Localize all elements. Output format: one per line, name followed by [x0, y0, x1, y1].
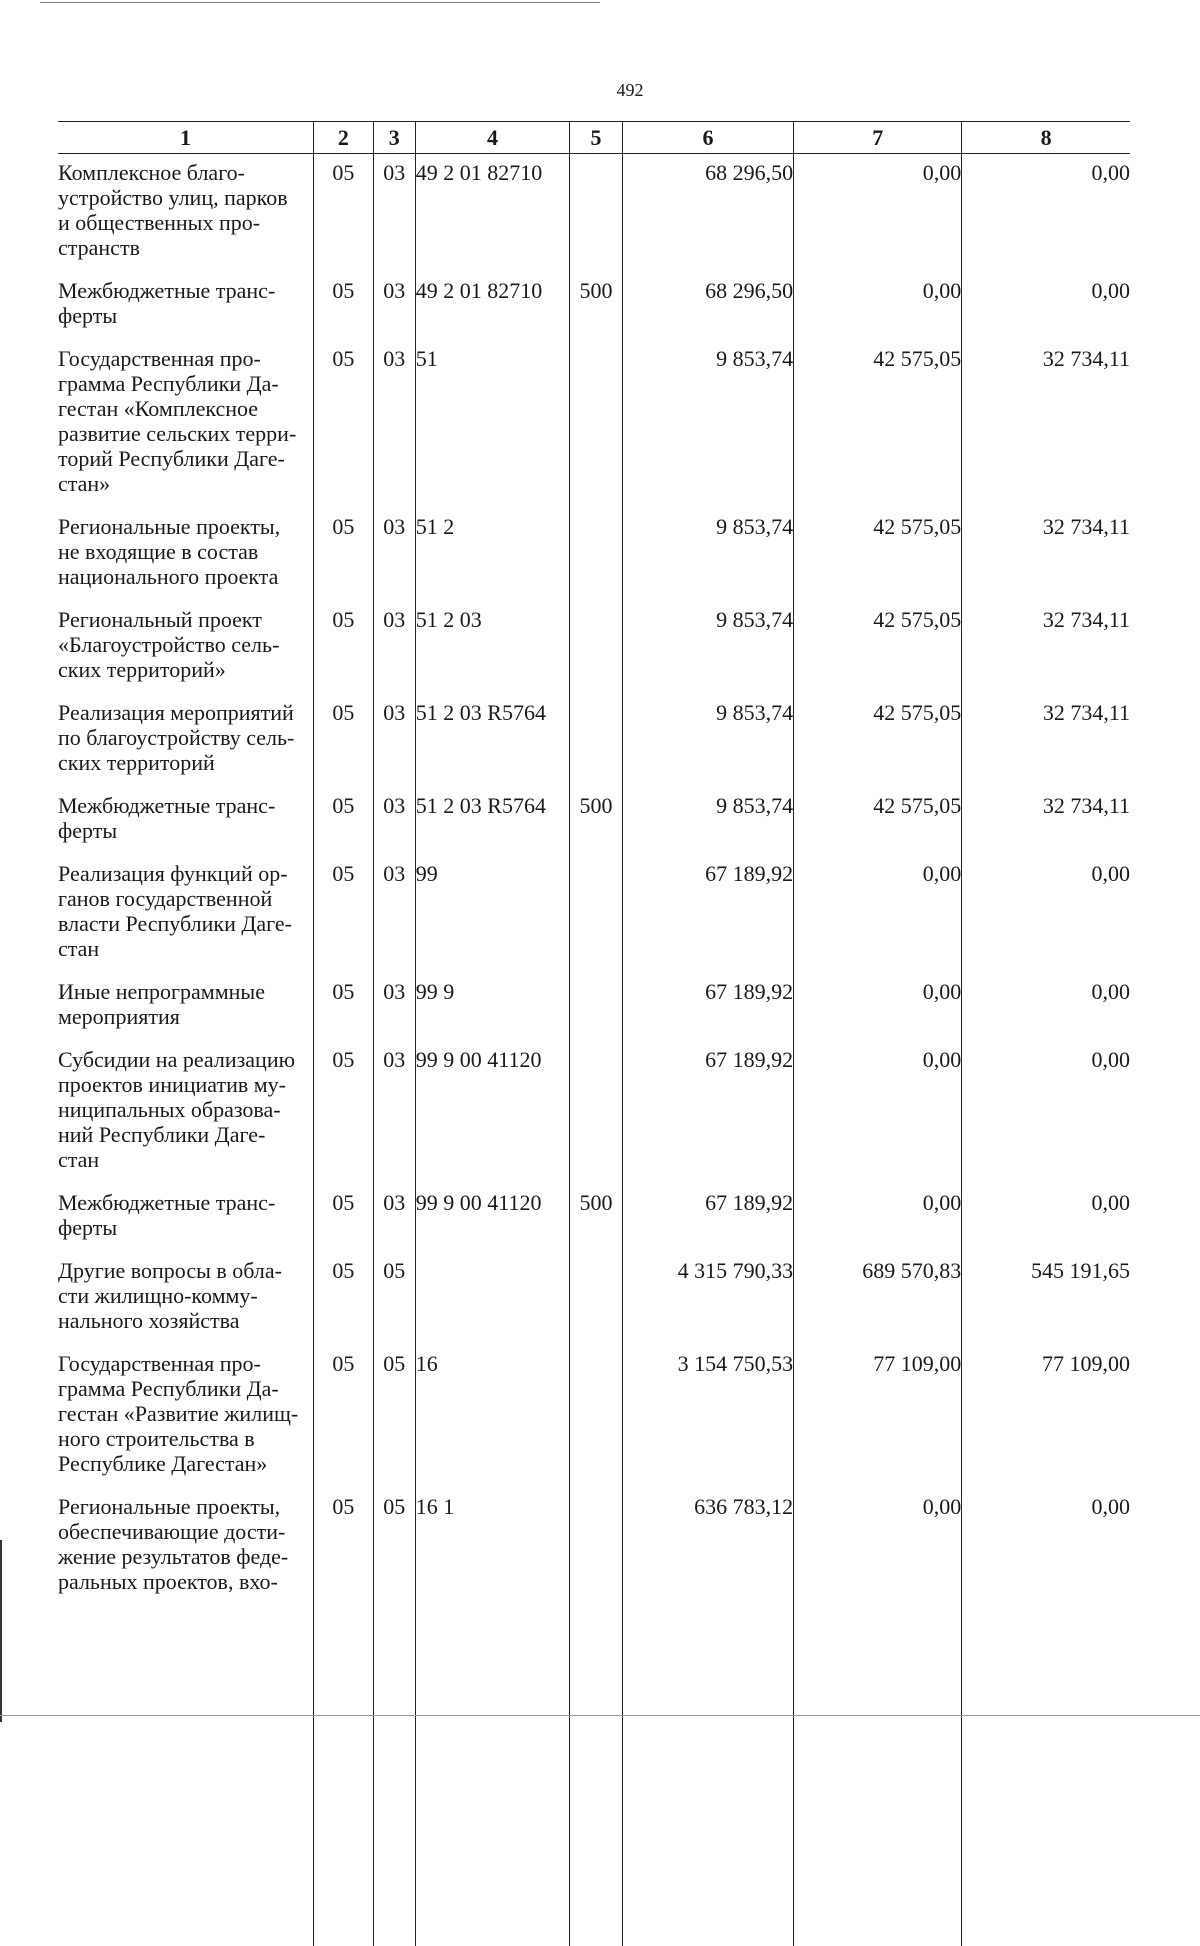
subsection-cell: 03 — [373, 154, 415, 273]
expense-type-cell: 500 — [570, 1184, 623, 1252]
amount-col7-cell: 42 575,05 — [794, 340, 962, 508]
row-name-line: Республике Дагестан» — [58, 1451, 313, 1476]
amount-col8-cell: 77 109,00 — [962, 1345, 1130, 1488]
row-name-line: Иные непрограммные — [58, 979, 313, 1004]
target-code-cell: 51 — [415, 340, 569, 508]
row-name-cell — [58, 1345, 313, 1488]
row-name-line: ских территорий — [58, 750, 313, 775]
row-name-line: ферты — [58, 1215, 313, 1240]
row-name-line: Другие вопросы в обла- — [58, 1258, 313, 1283]
column-header: 2 — [313, 122, 373, 154]
amount-col8-cell: 0,00 — [962, 1184, 1130, 1252]
subsection-cell: 03 — [373, 973, 415, 1041]
section-cell: 05 — [313, 1252, 373, 1345]
expense-type-cell — [570, 601, 623, 694]
row-name-line: Субсидии на реализацию — [58, 1047, 313, 1072]
row-name-line: ферты — [58, 818, 313, 843]
row-name-line: Региональный проект — [58, 607, 313, 632]
row-name-line: Реализация функций ор- — [58, 861, 313, 886]
row-name-line: грамма Республики Да- — [58, 371, 313, 396]
amount-col6-cell: 9 853,74 — [622, 601, 793, 694]
column-header: 8 — [962, 122, 1130, 154]
amount-col8-cell: 0,00 — [962, 855, 1130, 973]
target-code-cell: 51 2 03 — [415, 601, 569, 694]
amount-col7-cell: 0,00 — [794, 1488, 962, 1946]
target-code-cell: 49 2 01 82710 — [415, 272, 569, 340]
amount-col7-cell: 0,00 — [794, 154, 962, 273]
table-row — [58, 855, 1130, 973]
header-row — [58, 122, 1130, 154]
column-header: 7 — [794, 122, 962, 154]
expense-type-cell: 500 — [570, 787, 623, 855]
amount-col7-cell: 42 575,05 — [794, 694, 962, 787]
amount-col6-cell: 9 853,74 — [622, 787, 793, 855]
expense-type-cell: 500 — [570, 272, 623, 340]
target-code-cell: 99 9 00 41120 — [415, 1041, 569, 1184]
column-header: 3 — [373, 122, 415, 154]
target-code-cell: 51 2 — [415, 508, 569, 601]
row-name-line: гестан «Комплексное — [58, 396, 313, 421]
row-name-line: ральных проектов, вхо- — [58, 1569, 313, 1594]
row-name-line: нального хозяйства — [58, 1308, 313, 1333]
row-name-line: развитие сельских терри- — [58, 421, 313, 446]
table-row — [58, 340, 1130, 508]
amount-col7-cell: 42 575,05 — [794, 787, 962, 855]
budget-table — [58, 121, 1130, 1946]
row-name-line: стан» — [58, 471, 313, 496]
amount-col7-cell: 42 575,05 — [794, 508, 962, 601]
column-header: 4 — [415, 122, 569, 154]
amount-col8-cell: 0,00 — [962, 1488, 1130, 1946]
target-code-cell: 99 9 00 41120 — [415, 1184, 569, 1252]
row-name-line: стан — [58, 1147, 313, 1172]
column-header: 6 — [622, 122, 793, 154]
target-code-cell: 51 2 03 R5764 — [415, 694, 569, 787]
amount-col8-cell: 32 734,11 — [962, 694, 1130, 787]
expense-type-cell — [570, 340, 623, 508]
row-name-cell — [58, 1041, 313, 1184]
expense-type-cell — [570, 1041, 623, 1184]
table-row — [58, 973, 1130, 1041]
row-name-line: Межбюджетные транс- — [58, 793, 313, 818]
row-name-line: по благоустройству сель- — [58, 725, 313, 750]
target-code-cell: 16 1 — [415, 1488, 569, 1946]
row-name-line: Комплексное благо- — [58, 160, 313, 185]
table-row — [58, 272, 1130, 340]
subsection-cell: 03 — [373, 1184, 415, 1252]
section-cell: 05 — [313, 340, 373, 508]
target-code-cell: 51 2 03 R5764 — [415, 787, 569, 855]
amount-col6-cell: 67 189,92 — [622, 855, 793, 973]
row-name-line: устройство улиц, парков — [58, 185, 313, 210]
expense-type-cell — [570, 855, 623, 973]
row-name-line: ских территорий» — [58, 657, 313, 682]
target-code-cell — [415, 1252, 569, 1345]
amount-col6-cell: 9 853,74 — [622, 694, 793, 787]
row-name-cell — [58, 1252, 313, 1345]
table-row — [58, 694, 1130, 787]
scan-edge-line — [0, 1540, 2, 1722]
amount-col6-cell: 68 296,50 — [622, 154, 793, 273]
bottom-scan-rule — [0, 1715, 1200, 1716]
section-cell: 05 — [313, 1041, 373, 1184]
subsection-cell: 03 — [373, 787, 415, 855]
row-name-line: ного строительства в — [58, 1426, 313, 1451]
row-name-cell — [58, 787, 313, 855]
amount-col8-cell: 545 191,65 — [962, 1252, 1130, 1345]
amount-col7-cell: 0,00 — [794, 1184, 962, 1252]
row-name-line: обеспечивающие дости- — [58, 1519, 313, 1544]
row-name-line: торий Республики Даге- — [58, 446, 313, 471]
amount-col7-cell: 42 575,05 — [794, 601, 962, 694]
row-name-line: сти жилищно-комму- — [58, 1283, 313, 1308]
section-cell: 05 — [313, 1488, 373, 1946]
subsection-cell: 05 — [373, 1488, 415, 1946]
row-name-line: ганов государственной — [58, 886, 313, 911]
table-row — [58, 1041, 1130, 1184]
table-row — [58, 508, 1130, 601]
row-name-line: жение результатов феде- — [58, 1544, 313, 1569]
row-name-line: Региональные проекты, — [58, 514, 313, 539]
row-name-line: ний Республики Даге- — [58, 1122, 313, 1147]
amount-col6-cell: 68 296,50 — [622, 272, 793, 340]
row-name-cell — [58, 508, 313, 601]
row-name-cell — [58, 1488, 313, 1946]
row-name-line: национального проекта — [58, 564, 313, 589]
top-scan-rule — [40, 2, 600, 3]
subsection-cell: 03 — [373, 340, 415, 508]
expense-type-cell — [570, 508, 623, 601]
amount-col6-cell: 9 853,74 — [622, 508, 793, 601]
row-name-cell — [58, 601, 313, 694]
subsection-cell: 03 — [373, 855, 415, 973]
table-row — [58, 601, 1130, 694]
amount-col6-cell: 4 315 790,33 — [622, 1252, 793, 1345]
section-cell: 05 — [313, 154, 373, 273]
table-row — [58, 1184, 1130, 1252]
row-name-line: Государственная про- — [58, 1351, 313, 1376]
amount-col7-cell: 77 109,00 — [794, 1345, 962, 1488]
row-name-line: Региональные проекты, — [58, 1494, 313, 1519]
row-name-line: власти Республики Даге- — [58, 911, 313, 936]
amount-col7-cell: 0,00 — [794, 272, 962, 340]
section-cell: 05 — [313, 787, 373, 855]
amount-col8-cell: 0,00 — [962, 154, 1130, 273]
subsection-cell: 03 — [373, 694, 415, 787]
amount-col6-cell: 67 189,92 — [622, 1041, 793, 1184]
amount-col8-cell: 0,00 — [962, 973, 1130, 1041]
amount-col8-cell: 32 734,11 — [962, 508, 1130, 601]
section-cell: 05 — [313, 272, 373, 340]
expense-type-cell — [570, 1488, 623, 1946]
table-row — [58, 787, 1130, 855]
row-name-line: и общественных про- — [58, 210, 313, 235]
column-header: 1 — [58, 122, 313, 154]
target-code-cell: 99 — [415, 855, 569, 973]
row-name-cell — [58, 694, 313, 787]
amount-col6-cell: 9 853,74 — [622, 340, 793, 508]
row-name-cell — [58, 340, 313, 508]
expense-type-cell — [570, 1252, 623, 1345]
row-name-line: Межбюджетные транс- — [58, 1190, 313, 1215]
row-name-line: стан — [58, 936, 313, 961]
amount-col6-cell: 3 154 750,53 — [622, 1345, 793, 1488]
expense-type-cell — [570, 1345, 623, 1488]
target-code-cell: 49 2 01 82710 — [415, 154, 569, 273]
row-name-line: грамма Республики Да- — [58, 1376, 313, 1401]
subsection-cell: 03 — [373, 508, 415, 601]
section-cell: 05 — [313, 973, 373, 1041]
amount-col7-cell: 0,00 — [794, 855, 962, 973]
subsection-cell: 05 — [373, 1345, 415, 1488]
amount-col8-cell: 0,00 — [962, 1041, 1130, 1184]
section-cell: 05 — [313, 1184, 373, 1252]
row-name-line: Реализация мероприятий — [58, 700, 313, 725]
section-cell: 05 — [313, 601, 373, 694]
section-cell: 05 — [313, 855, 373, 973]
row-name-line: не входящие в состав — [58, 539, 313, 564]
section-cell: 05 — [313, 508, 373, 601]
amount-col6-cell: 67 189,92 — [622, 973, 793, 1041]
row-name-line: «Благоустройство сель- — [58, 632, 313, 657]
amount-col7-cell: 689 570,83 — [794, 1252, 962, 1345]
section-cell: 05 — [313, 694, 373, 787]
amount-col8-cell: 32 734,11 — [962, 787, 1130, 855]
amount-col7-cell: 0,00 — [794, 1041, 962, 1184]
table-row — [58, 1345, 1130, 1488]
row-name-cell — [58, 1184, 313, 1252]
amount-col6-cell: 67 189,92 — [622, 1184, 793, 1252]
subsection-cell: 03 — [373, 1041, 415, 1184]
subsection-cell: 05 — [373, 1252, 415, 1345]
row-name-line: мероприятия — [58, 1004, 313, 1029]
section-cell: 05 — [313, 1345, 373, 1488]
page-number: 492 — [0, 80, 1200, 101]
amount-col6-cell: 636 783,12 — [622, 1488, 793, 1946]
row-name-line: Государственная про- — [58, 346, 313, 371]
table-row — [58, 1488, 1130, 1946]
row-name-line: ферты — [58, 303, 313, 328]
row-name-line: проектов инициатив му- — [58, 1072, 313, 1097]
row-name-line: Межбюджетные транс- — [58, 278, 313, 303]
row-name-cell — [58, 272, 313, 340]
amount-col8-cell: 32 734,11 — [962, 601, 1130, 694]
amount-col8-cell: 0,00 — [962, 272, 1130, 340]
row-name-line: ниципальных образова- — [58, 1097, 313, 1122]
amount-col7-cell: 0,00 — [794, 973, 962, 1041]
amount-col8-cell: 32 734,11 — [962, 340, 1130, 508]
table-row — [58, 1252, 1130, 1345]
target-code-cell: 16 — [415, 1345, 569, 1488]
target-code-cell: 99 9 — [415, 973, 569, 1041]
row-name-cell — [58, 973, 313, 1041]
row-name-line: странств — [58, 235, 313, 260]
row-name-cell — [58, 855, 313, 973]
table-row — [58, 154, 1130, 273]
row-name-cell — [58, 154, 313, 273]
expense-type-cell — [570, 973, 623, 1041]
table-body — [58, 154, 1130, 1946]
subsection-cell: 03 — [373, 601, 415, 694]
column-header: 5 — [570, 122, 623, 154]
expense-type-cell — [570, 694, 623, 787]
expense-type-cell — [570, 154, 623, 273]
subsection-cell: 03 — [373, 272, 415, 340]
row-name-line: гестан «Развитие жилищ- — [58, 1401, 313, 1426]
